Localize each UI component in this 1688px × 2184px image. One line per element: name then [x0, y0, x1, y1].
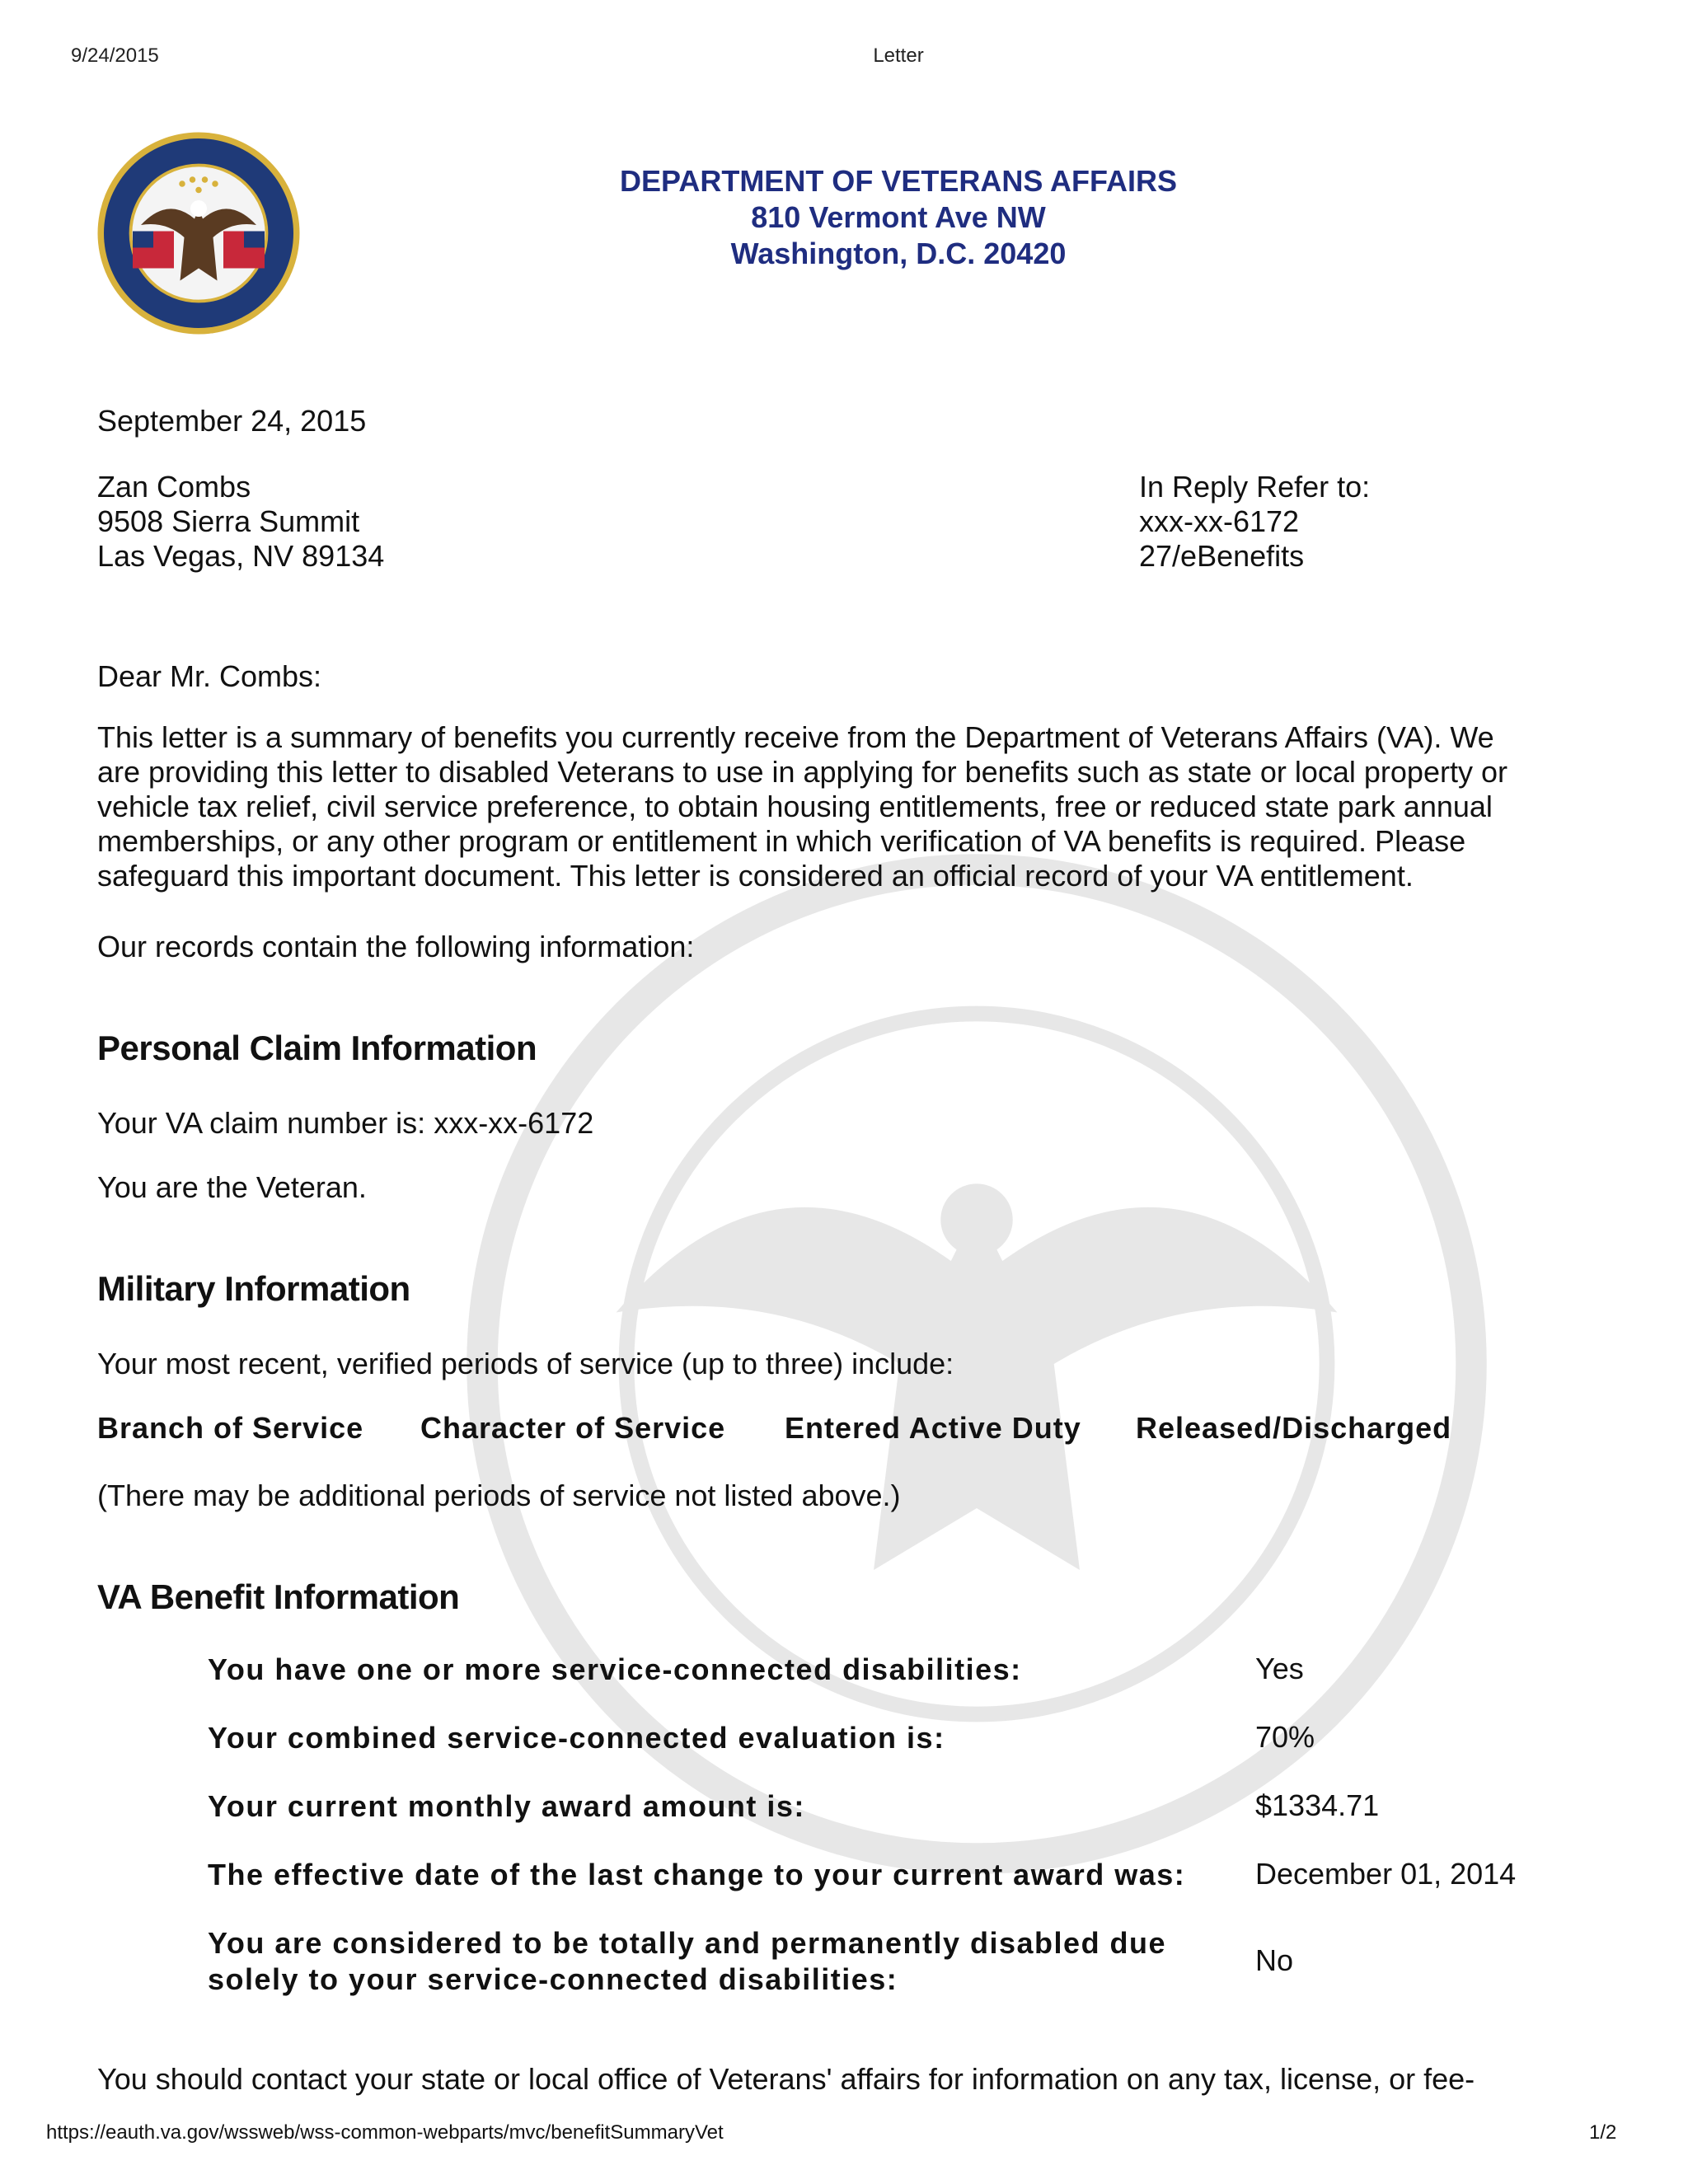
benefit-question: Your combined service-connected evaluation is:	[208, 1721, 945, 1755]
benefit-answer: No	[1255, 1943, 1294, 1977]
column-header-released: Released/Discharged	[1136, 1411, 1452, 1445]
veteran-status: You are the Veteran.	[97, 1170, 367, 1204]
letterhead	[0, 163, 1688, 272]
letterhead-street: 810 Vermont Ave NW	[751, 200, 1046, 234]
recipient-city: Las Vegas, NV 89134	[97, 539, 385, 573]
letter-date: September 24, 2015	[97, 404, 367, 438]
column-header-entered: Entered Active Duty	[785, 1411, 1081, 1445]
service-note: (There may be additional periods of service not listed above.)	[97, 1479, 901, 1512]
claim-number-label: Your VA claim number is:	[97, 1106, 434, 1140]
benefit-answer: 70%	[1255, 1720, 1315, 1754]
benefit-question: The effective date of the last change to your current award was:	[208, 1858, 1186, 1891]
print-url: https://eauth.va.gov/wssweb/wss-common-webparts/mvc/benefitSummaryVet	[46, 2121, 724, 2144]
benefit-answer: Yes	[1255, 1652, 1304, 1685]
claim-number-line	[97, 1106, 593, 1141]
records-intro: Our records contain the following information:	[97, 930, 695, 963]
reference-label: In Reply Refer to:	[1139, 470, 1371, 504]
recipient-name: Zan Combs	[97, 470, 251, 504]
benefit-question: You have one or more service-connected disabilities:	[208, 1652, 1022, 1686]
section-military: Military Information	[97, 1269, 410, 1308]
letterhead-department: DEPARTMENT OF VETERANS AFFAIRS	[619, 164, 1178, 198]
reference-code: 27/eBenefits	[1139, 539, 1305, 573]
intro-line: are providing this letter to disabled Veterans to use in applying for benefits such as state or local property or	[97, 755, 1507, 789]
intro-paragraph	[97, 720, 1630, 893]
print-page-number: 1/2	[1589, 2121, 1617, 2144]
intro-line: vehicle tax relief, civil service preference, to obtain housing entitlements, free or reduced state park annual	[97, 790, 1493, 823]
intro-line: safeguard this important document. This letter is considered an official record of your VA entitlement.	[97, 859, 1414, 893]
benefit-question: Your current monthly award amount is:	[208, 1789, 805, 1823]
print-title: Letter	[873, 45, 924, 67]
benefit-question: You are considered to be totally and permanently disabled due solely to your service-connected disabilities:	[208, 1926, 1167, 1996]
section-personal-claim: Personal Claim Information	[97, 1029, 537, 1067]
reply-reference	[1139, 470, 1370, 574]
recipient-address	[97, 470, 384, 574]
intro-line: This letter is a summary of benefits you currently receive from the Department of Veterans Affairs (VA). We	[97, 720, 1494, 754]
print-date: 9/24/2015	[71, 45, 159, 67]
intro-line: memberships, or any other program or entitlement in which verification of VA benefits is required. Please	[97, 824, 1466, 858]
recipient-street: 9508 Sierra Summit	[97, 504, 360, 538]
salutation: Dear Mr. Combs:	[97, 659, 322, 693]
closing-text: You should contact your state or local office of Veterans' affairs for information on any tax, license, or fee-	[97, 2062, 1475, 2096]
section-va-benefit: VA Benefit Information	[97, 1577, 460, 1616]
reference-file-number: xxx-xx-6172	[1139, 504, 1300, 538]
benefit-answer: December 01, 2014	[1255, 1857, 1517, 1891]
benefit-answer: $1334.71	[1255, 1788, 1380, 1822]
letterhead-city: Washington, D.C. 20420	[730, 237, 1067, 270]
service-intro: Your most recent, verified periods of service (up to three) include:	[97, 1347, 954, 1380]
column-header-character: Character of Service	[420, 1411, 726, 1445]
column-header-branch: Branch of Service	[97, 1411, 364, 1445]
claim-number: xxx-xx-6172	[434, 1106, 594, 1140]
